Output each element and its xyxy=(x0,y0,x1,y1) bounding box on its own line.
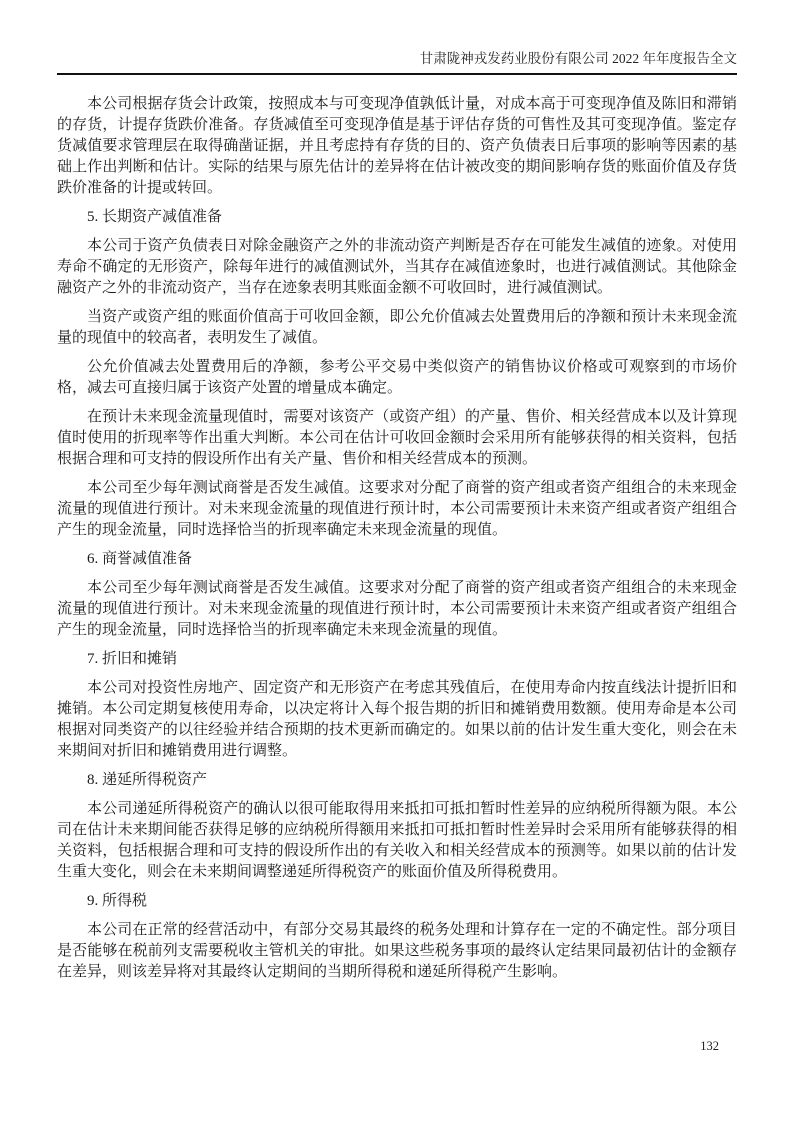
heading-goodwill-impairment: 6. 商誉减值准备 xyxy=(87,551,193,567)
paragraph-inventory-policy: 本公司根据存货会计政策，按照成本与可变现净值孰低计量，对成本高于可变现净值及陈旧和滞销的存货，计提存货跌价准备。存货减值至可变现净值是基于评估存货的可售性及其可变现净值。鉴定存货减值要求管理层在取得确凿证据，并且考虑持有存货的目的、资产负债表日后事项的影响等因素的基础上作出判断和估计。实际的结果与原先估计的差异将在估计被改变的期间影响存货的账面价值及存货跌价准备的计提或转回。 xyxy=(57,96,737,196)
paragraph-deferred-tax-assets-detail: 本公司递延所得税资产的确认以很可能取得用来抵扣可抵扣暂时性差异的应纳税所得额为限。本公司在估计未来期间能否获得足够的应纳税所得额用来抵扣可抵扣暂时性差异时会采用所有能够获得的相关资料，包括根据合理和可支持的假设所作出的有关收入和相关经营成本的预测等。如果以前的估计发生重大变化，则会在未来期间调整递延所得税资产的账面价值及所得税费用。 xyxy=(57,801,737,880)
page-content xyxy=(57,94,737,991)
paragraph-goodwill-impairment-detail: 本公司至少每年测试商誉是否发生减值。这要求对分配了商誉的资产组或者资产组组合的未来现金流量的现值进行预计。对未来现金流量的现值进行预计时，本公司需要预计未来资产组或者资产组组合产生的现金流量，同时选择恰当的折现率确定未来现金流量的现值。 xyxy=(57,580,737,638)
paragraph-impairment-indicators: 本公司于资产负债表日对除金融资产之外的非流动资产判断是否存在可能发生减值的迹象。对使用寿命不确定的无形资产，除每年进行的减值测试外，当其存在减值迹象时，也进行减值测试。其他除金融资产之外的非流动资产，当存在迹象表明其账面金额不可收回时，进行减值测试。 xyxy=(57,238,737,296)
heading-depreciation-amortization: 7. 折旧和摊销 xyxy=(87,651,178,667)
heading-long-term-asset-impairment: 5. 长期资产减值准备 xyxy=(87,209,223,225)
heading-deferred-tax-assets: 8. 递延所得税资产 xyxy=(87,772,208,788)
page-header xyxy=(57,50,737,75)
paragraph-carrying-amount: 当资产或资产组的账面价值高于可收回金额，即公允价值减去处置费用后的净额和预计未来现金流量的现值中的较高者，表明发生了减值。 xyxy=(57,309,737,346)
paragraph-income-tax-detail: 本公司在正常的经营活动中，有部分交易其最终的税务处理和计算存在一定的不确定性。部分项目是否能够在税前列支需要税收主管机关的审批。如果这些税务事项的最终认定结果同最初估计的金额存在差异，则该差异将对其最终认定期间的当期所得税和递延所得税产生影响。 xyxy=(57,922,737,980)
paragraph-goodwill-test: 本公司至少每年测试商誉是否发生减值。这要求对分配了商誉的资产组或者资产组组合的未来现金流量的现值进行预计。对未来现金流量的现值进行预计时，本公司需要预计未来资产组或者资产组组合产生的现金流量，同时选择恰当的折现率确定未来现金流量的现值。 xyxy=(57,480,737,538)
paragraph-future-cash-flow-estimate: 在预计未来现金流量现值时，需要对该资产（或资产组）的产量、售价、相关经营成本以及计算现值时使用的折现率等作出重大判断。本公司在估计可收回金额时会采用所有能够获得的相关资料，包括根据合理和可支持的假设所作出有关产量、售价和相关经营成本的预测。 xyxy=(57,409,737,467)
paragraph-depreciation-amortization-detail: 本公司对投资性房地产、固定资产和无形资产在考虑其残值后，在使用寿命内按直线法计提折旧和摊销。本公司定期复核使用寿命，以决定将计入每个报告期的折旧和摊销费用数额。使用寿命是本公司根据对同类资产的以往经验并结合预期的技术更新而确定的。如果以前的估计发生重大变化，则会在未来期间对折旧和摊销费用进行调整。 xyxy=(57,680,737,759)
page-number: 132 xyxy=(700,1039,719,1053)
heading-income-tax: 9. 所得税 xyxy=(87,893,148,909)
paragraph-fair-value-less-disposal: 公允价值减去处置费用后的净额，参考公平交易中类似资产的销售协议价格或可观察到的市场价格，减去可直接归属于该资产处置的增量成本确定。 xyxy=(57,359,737,396)
report-header-title: 甘肃陇神戎发药业股份有限公司 2022 年年度报告全文 xyxy=(419,51,737,66)
